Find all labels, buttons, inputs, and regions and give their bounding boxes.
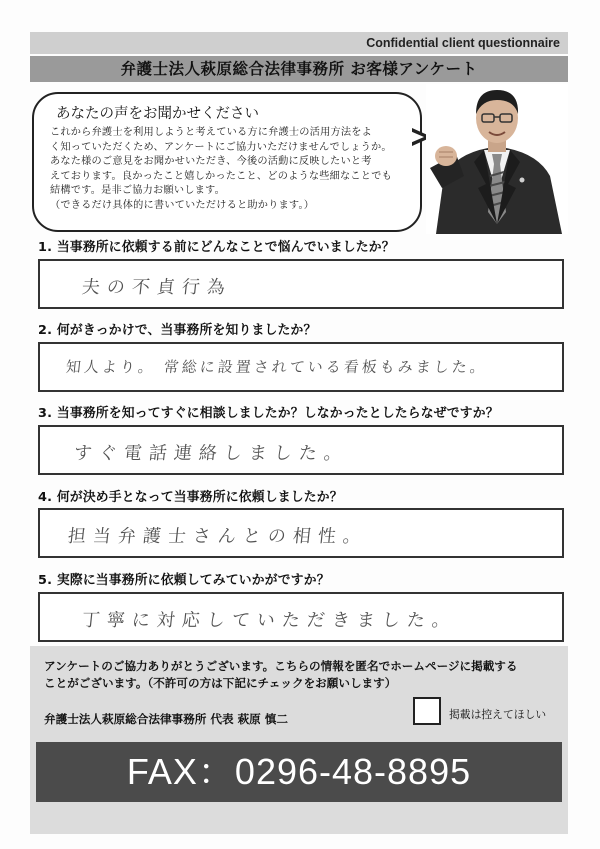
no-publish-label: 掲載は控えてほしい [449,708,547,721]
intro-line: （できるだけ具体的に書いていただけると助かります。） [50,199,315,211]
intro-line: く知っていただくため、アンケートにご協力いただけませんでしょうか。 [50,141,392,153]
intro-line: 結構です。是非ご協力お願いします。 [50,185,225,197]
question-1: 1. 当事務所に依頼する前にどんなことで悩んでいましたか？ [38,240,395,255]
answer-5-handwriting: 丁寧に対応していただきました。 [80,610,458,631]
answer-box-3[interactable] [38,425,564,475]
answer-box-4[interactable] [38,508,564,558]
lawyer-illustration [426,84,568,234]
question-5: 5. 実際に当事務所に依頼してみていかがですか？ [38,573,330,588]
footer-notice-line: ことがございます。（不許可の方は下記にチェックをお願いします） [44,676,397,690]
question-4: 4. 何が決め手となって当事務所に依頼しましたか？ [38,490,343,505]
answer-2-handwriting: 知人より。 常総に設置されている看板もみました。 [65,358,489,376]
fax-number: FAX：0296-48-8895 [36,742,562,802]
answer-box-5[interactable] [38,592,564,642]
question-3: 3. 当事務所を知ってすぐに相談しましたか？しなかったとしたらなぜですか？ [38,406,499,421]
intro-heading: あなたの声をお聞かせください [56,106,259,122]
answer-box-2[interactable] [38,342,564,392]
bubble-tail-fill [410,131,424,143]
footer-notice [44,658,560,692]
no-publish-checkbox[interactable] [413,697,441,725]
page-title: 弁護士法人萩原総合法律事務所 お客様アンケート [30,56,568,82]
lawyer-photo [426,84,568,234]
intro-speech-bubble [32,92,422,232]
answer-3-handwriting: すぐ電話連絡しました。 [72,443,350,464]
question-2: 2. 何がきっかけで、当事務所を知りましたか？ [38,323,317,338]
answer-1-handwriting: 夫の不貞行為 [80,277,233,298]
intro-text [50,126,406,214]
intro-line: えております。良かったこと嬉しかったこと、どのような些細なことでも [50,170,392,182]
header-tagline: Confidential client questionnaire [30,32,568,54]
answer-4-handwriting: 担当弁護士さんとの相性。 [66,526,369,547]
intro-line: あなた様のご意見をお聞かせいただき、今後の活動に反映したいと考 [50,156,372,168]
answer-box-1[interactable] [38,259,564,309]
intro-line: これから弁護士を利用しようと考えている方に弁護士の活用方法をよ [50,127,373,138]
office-signature: 弁護士法人萩原総合法律事務所 代表 萩原 慎二 [44,712,288,726]
footer-notice-line: アンケートのご協力ありがとうございます。こちらの情報を匿名でホームページに掲載する [44,659,518,673]
